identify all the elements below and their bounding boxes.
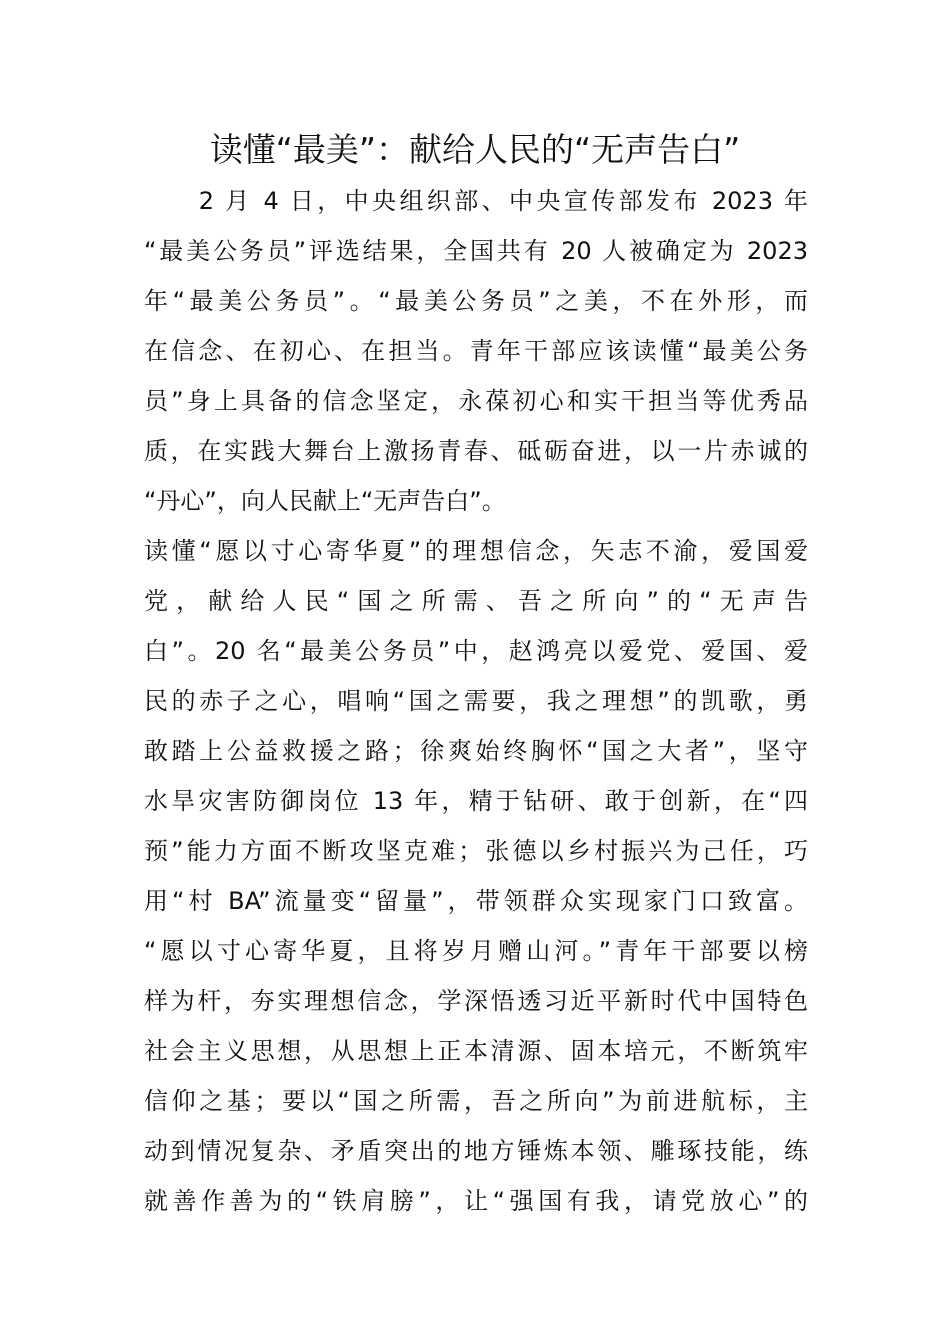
- body-line: 敢踏上公益救援之路；徐爽始终胸怀“国之大者”，坚守: [144, 737, 808, 765]
- body-line: “丹心”，向人民献上“无声告白”。: [144, 487, 506, 515]
- body-line: 2 月 4 日，中央组织部、中央宣传部发布 2023 年: [144, 187, 808, 215]
- body-line: 预”能力方面不断攻坚克难；张德以乡村振兴为己任，巧: [144, 837, 808, 865]
- body-line: 员”身上具备的信念坚定，永葆初心和实干担当等优秀品: [144, 387, 808, 415]
- body-line: 白”。20 名“最美公务员”中，赵鸿亮以爱党、爱国、爱: [144, 637, 808, 665]
- body-line: 党，献给人民“国之所需、吾之所向”的“无声告: [144, 587, 808, 615]
- body-line: 质，在实践大舞台上激扬青春、砥砺奋进，以一片赤诚的: [144, 437, 808, 465]
- body-line: 信仰之基；要以“国之所需，吾之所向”为前进航标，主: [144, 1087, 808, 1115]
- body-line: 在信念、在初心、在担当。青年干部应该读懂“最美公务: [144, 337, 808, 365]
- body-line: 水旱灾害防御岗位 13 年，精于钻研、敢于创新，在“四: [144, 787, 808, 815]
- body-line: 动到情况复杂、矛盾突出的地方锤炼本领、雕琢技能，练: [144, 1137, 808, 1165]
- body-line: 年“最美公务员”。“最美公务员”之美，不在外形，而: [144, 287, 808, 315]
- body-line: 样为杆，夯实理想信念，学深悟透习近平新时代中国特色: [144, 987, 808, 1015]
- body-line: “愿以寸心寄华夏，且将岁月赠山河。”青年干部要以榜: [144, 937, 808, 965]
- body-line: 用“村 BA”流量变“留量”，带领群众实现家门口致富。: [144, 887, 808, 915]
- body-line: 就善作善为的“铁肩膀”，让“强国有我，请党放心”的: [144, 1187, 808, 1215]
- body-line: 读懂“愿以寸心寄华夏”的理想信念，矢志不渝，爱国爱: [144, 537, 808, 565]
- body-line: 社会主义思想，从思想上正本清源、固本培元，不断筑牢: [144, 1037, 808, 1065]
- body-line: “最美公务员”评选结果，全国共有 20 人被确定为 2023: [144, 237, 808, 265]
- body-line: 民的赤子之心，唱响“国之需要，我之理想”的凯歌，勇: [144, 687, 808, 715]
- article-body: [144, 176, 808, 1226]
- article-title: 读懂“最美”：献给人民的“无声告白”: [209, 130, 741, 169]
